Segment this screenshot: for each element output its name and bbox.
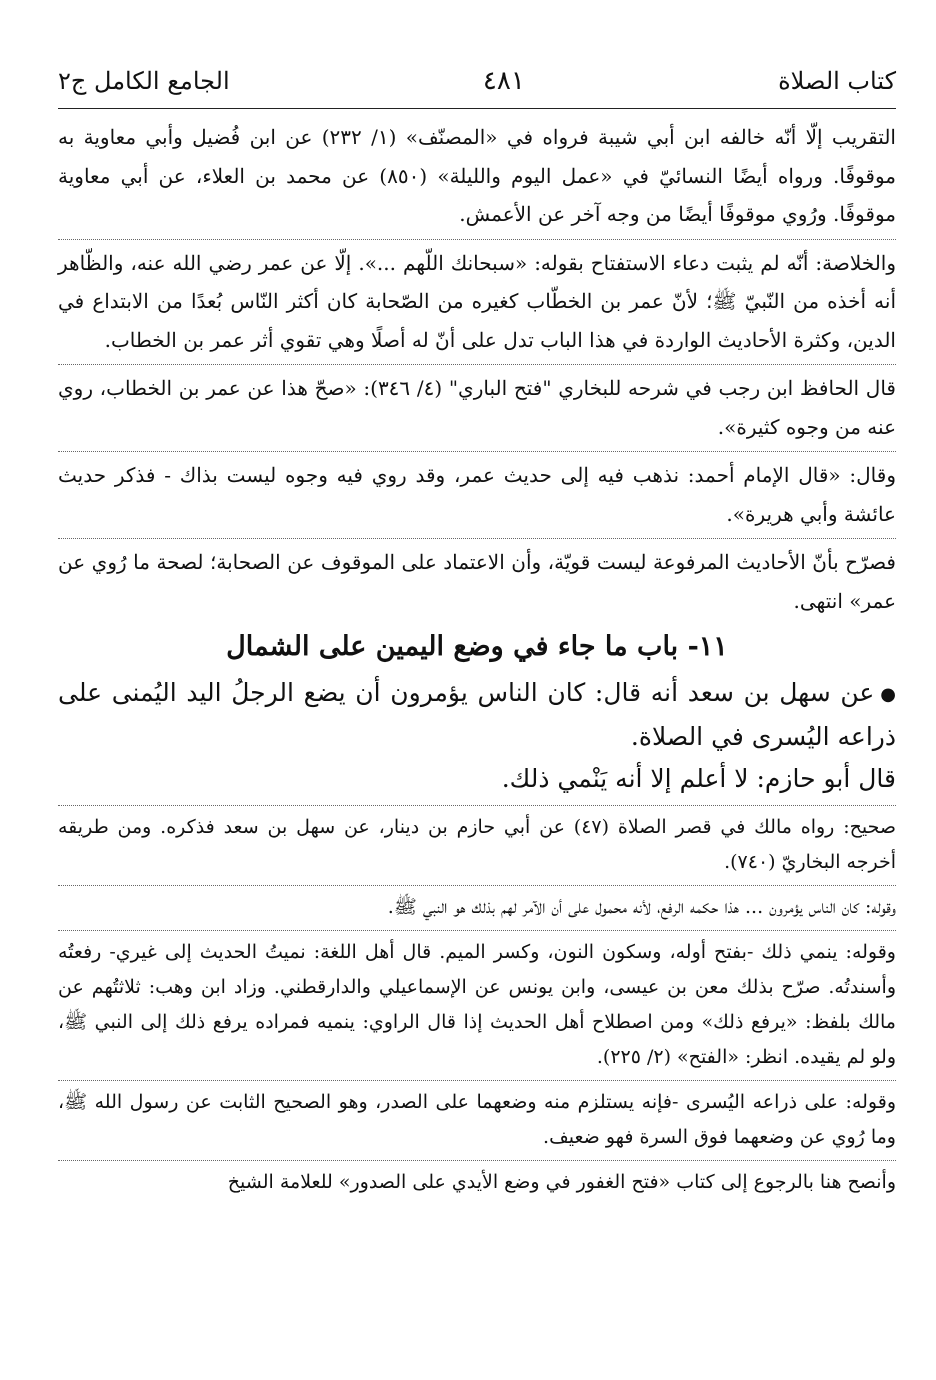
dotted-separator — [58, 239, 896, 240]
book-section-title: كتاب الصلاة — [778, 67, 896, 95]
dotted-separator — [58, 451, 896, 452]
note-paragraph: صحيح: رواه مالك في قصر الصلاة (٤٧) عن أبي حازم بن دينار، عن سهل بن سعد فذكره. ومن طريقه أخرجه البخاريّ (٧٤٠). — [58, 815, 896, 873]
note-paragraph: وقوله: على ذراعه اليُسرى -فإنه يستلزم منه وضعهما على الصدر، وهو الصحيح الثابت عن رسول الله ﷺ، وما رُوي عن وضعهما فوق السرة فهو ضعيف. — [58, 1090, 896, 1148]
note-paragraph: وقوله: ينمي ذلك -بفتح أوله، وسكون النون، وكسر الميم. قال أهل اللغة: نميتُ الحديث إلى غيري- رفعتُه وأسندتُه. صرّح بذلك معن بن عيسى، وابن يونس عن الإسماعيلي والدارقطني. وزاد ابن وهب: ثلاثتُهم عن مالك بلفظ: «يرفع ذلك» ومن اصطلاح أهل الحديث إذا قال الراوي: ينميه فمراده يرفع ذلك إلى النبي ﷺ، ولو لم يقيده. انظر: «الفتح» (٢/ ٢٢٥). — [58, 940, 896, 1068]
dotted-separator — [58, 930, 896, 931]
bullet-icon: ● — [880, 683, 896, 705]
page-body — [58, 118, 896, 1200]
dotted-separator — [58, 538, 896, 539]
note-paragraph: وقوله: كان الناس يؤمرون ... هذا حكمه الرفع، لأنه محمول على أن الآمر لهم بذلك هو النبي ﷺ. — [387, 895, 896, 918]
header-rule — [58, 108, 896, 109]
dotted-separator — [58, 885, 896, 886]
hadith-text — [58, 672, 896, 758]
note-paragraph: وأنصح هنا بالرجوع إلى كتاب «فتح الغفور في وضع الأيدي على الصدور» للعلامة الشيخ — [227, 1170, 896, 1193]
chapter-title: ١١- باب ما جاء في وضع اليمين على الشمال — [226, 631, 728, 662]
page-header — [58, 58, 896, 104]
paragraph: فصرّح بأنّ الأحاديث المرفوعة ليست قويّة، وأن الاعتماد على الموقوف عن الصحابة؛ لصحة ما رُوي عن عمر» انتهى. — [58, 550, 896, 613]
book-title: الجامع الكامل ج٢ — [58, 67, 230, 95]
paragraph: قال الحافظ ابن رجب في شرحه للبخاري "فتح الباري" (٤/ ٣٤٦): «صحّ هذا عن عمر بن الخطاب، روي عنه من وجوه كثيرة». — [58, 376, 896, 439]
dotted-separator — [58, 1080, 896, 1081]
paragraph: التقريب إلّا أنّه خالفه ابن أبي شيبة فرواه في «المصنّف» (١/ ٢٣٢) عن ابن فُضيل وأبي معاوية به موقوفًا. ورواه أيضًا النسائيّ في «عمل اليوم والليلة» (٨٥٠) عن محمد بن العلاء، عن أبي معاوية موقوفًا. ورُوي موقوفًا أيضًا من وجه آخر عن الأعمش. — [58, 125, 897, 226]
paragraph: والخلاصة: أنّه لم يثبت دعاء الاستفتاح بقوله: «سبحانك اللّهم ...». إلّا عن عمر رضي الله عنه، والظّاهر أنه أخذه من النّبيّ ﷺ؛ لأنّ عمر بن الخطّاب كغيره من الصّحابة كان أكثر النّاس بُعدًا من الابتداع في الدين، وكثرة الأحاديث الواردة في هذا الباب تدل على أنّ له أصلًا وهي تقوي أثر عمر بن الخطاب. — [58, 250, 896, 352]
dotted-separator — [58, 805, 896, 806]
page-number: ٤٨١ — [482, 66, 525, 96]
hadith-body: عن سهل بن سعد أنه قال: كان الناس يؤمرون أن يضع الرجلُ اليد اليُمنى على ذراعه اليُسرى في الصلاة. — [58, 678, 896, 751]
dotted-separator — [58, 364, 896, 365]
dotted-separator — [58, 1160, 896, 1161]
narrator-note: قال أبو حازم: لا أعلم إلا أنه يَنْمي ذلك. — [501, 763, 896, 793]
paragraph: وقال: «قال الإمام أحمد: نذهب فيه إلى حديث عمر، وقد روي فيه وجوه ليست بذاك - فذكر حديث عائشة وأبي هريرة». — [58, 463, 896, 526]
